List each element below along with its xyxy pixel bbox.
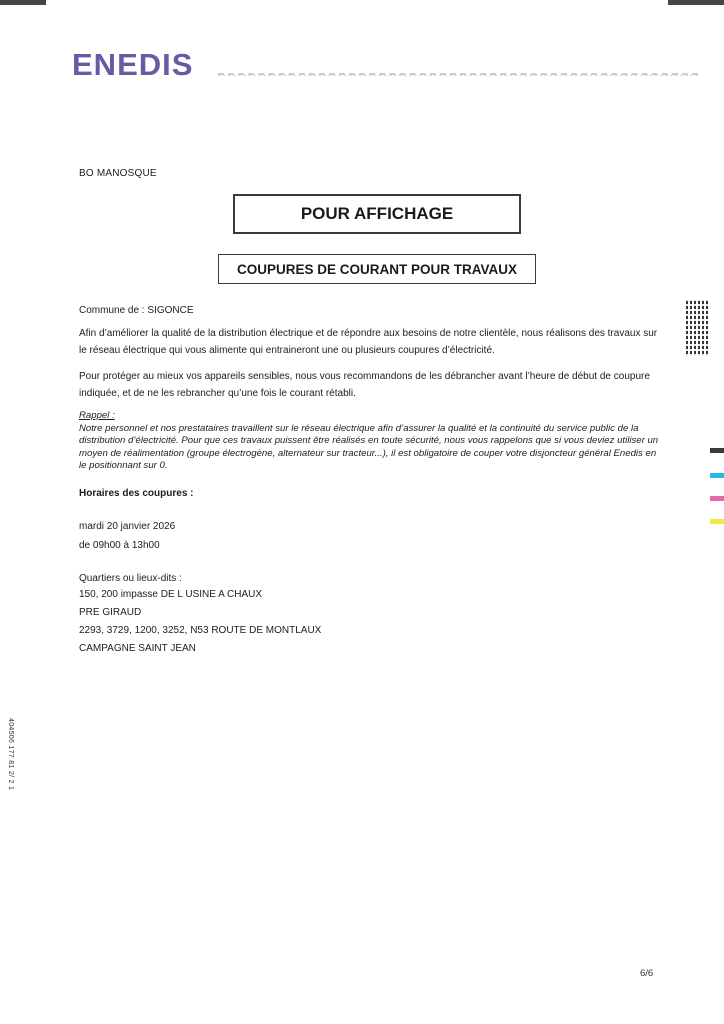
registration-mark-yellow (710, 519, 724, 524)
location-item: 150, 200 impasse DE L USINE A CHAUX (79, 589, 263, 600)
sender-office: BO MANOSQUE (79, 168, 157, 179)
location-item: CAMPAGNE SAINT JEAN (79, 643, 196, 654)
intro-paragraph: Afin d’améliorer la qualité de la distribution électrique et de répondre aux besoins de notre clientèle, nous réalisons des travaux sur le réseau électrique qui vous alimente qui entraineront une ou plusieurs coupures d’électricité. (79, 328, 658, 356)
enedis-logo: ENEDIS (72, 47, 194, 82)
location-item: 2293, 3729, 1200, 3252, N53 ROUTE DE MONTLAUX (79, 625, 322, 636)
side-reference-code: 404506 177 81 2/ 2 1 (7, 718, 14, 791)
datamatrix-code-overlay (686, 300, 708, 356)
registration-mark-black (710, 448, 724, 453)
registration-mark-magenta (710, 496, 724, 501)
reminder-block (79, 410, 661, 473)
location-item: PRE GIRAUD (79, 607, 142, 618)
notice-title: POUR AFFICHAGE (233, 194, 521, 234)
reminder-title: Rappel : (79, 410, 115, 421)
schedule-title: Horaires des coupures : (79, 488, 194, 499)
outage-time: de 09h00 à 13h00 (79, 540, 160, 551)
reminder-text: Notre personnel et nos prestataires travaillent sur le réseau électrique afin d’assurer la qualité et la continuité du service public de la distribution d’électricité. Pour que ces travaux puissent être réalisés en toute sécurité, nous vous rappelons que si vous deviez utiliser un moyen de réalimentation (groupe électrogène, alternateur sur tracteur...), il est obligatoire de couper votre disjoncteur général Enedis en le positionnant sur 0. (79, 422, 659, 471)
logo-rule-accent (218, 75, 698, 76)
commune-line: Commune de : SIGONCE (79, 305, 194, 316)
advice-paragraph: Pour protéger au mieux vos appareils sensibles, nous vous recommandons de les débrancher avant l’heure de début de coupure indiquée, et de ne les rebrancher qu’une fois le courant rétabli. (79, 371, 650, 399)
locations-list (79, 587, 661, 659)
page-number: 6/6 (640, 968, 654, 979)
locations-title: Quartiers ou lieux-dits : (79, 573, 182, 584)
scan-corner-mark-right (668, 0, 724, 5)
scan-corner-mark-left (0, 0, 46, 5)
registration-mark-cyan (710, 473, 724, 478)
notice-subtitle: COUPURES DE COURANT POUR TRAVAUX (218, 254, 536, 284)
outage-date: mardi 20 janvier 2026 (79, 521, 176, 532)
